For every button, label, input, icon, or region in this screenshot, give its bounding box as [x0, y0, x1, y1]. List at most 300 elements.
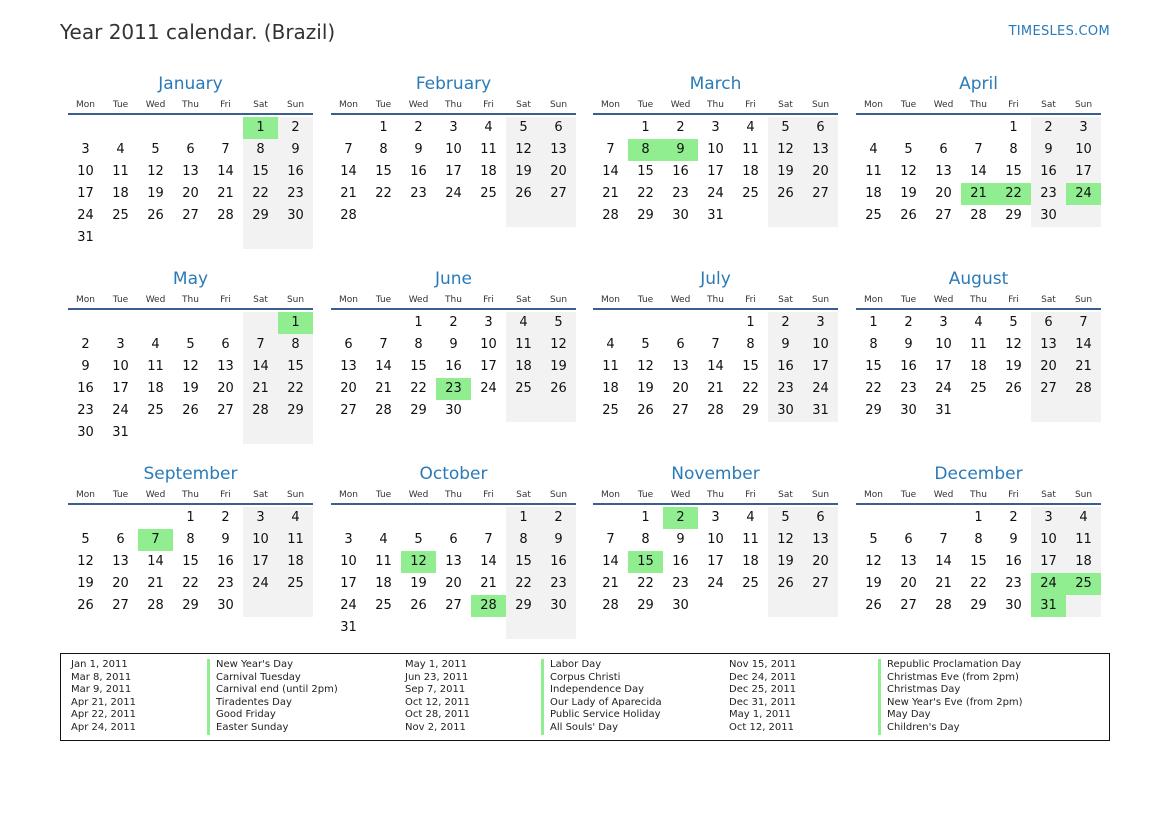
day-cell: 2 — [904, 315, 913, 330]
month-march — [593, 73, 838, 227]
day-cell: 19 — [865, 576, 882, 591]
day-cell: 8 — [1009, 142, 1018, 157]
day-cell: 7 — [379, 337, 388, 352]
weekday-label: Mon — [601, 490, 620, 500]
weekday-label: Tue — [112, 100, 129, 110]
weekday-label: Mon — [339, 490, 358, 500]
day-cell: 10 — [935, 337, 952, 352]
site-logo-link[interactable]: TIMESLES.COM — [1008, 24, 1110, 39]
day-cell: 3 — [484, 315, 493, 330]
day-cell: 27 — [935, 208, 952, 223]
month-december — [856, 463, 1101, 617]
month-february — [331, 73, 576, 227]
day-cell: 20 — [900, 576, 917, 591]
day-cell: 14 — [935, 554, 952, 569]
day-cell: 13 — [541, 139, 576, 161]
month-name: September — [143, 464, 238, 484]
day-cell: 17 — [77, 186, 94, 201]
day-cell: 25 — [602, 403, 619, 418]
day-cell: 25 — [278, 573, 313, 595]
day-cell: 7 — [711, 337, 720, 352]
day-cell: 4 — [974, 315, 983, 330]
day-cell: 17 — [803, 356, 838, 378]
day-cell: 7 — [974, 142, 983, 157]
empty-cell — [436, 507, 471, 529]
empty-cell — [733, 595, 768, 617]
day-cell: 13 — [217, 359, 234, 374]
legend-date: Apr 21, 2011 — [71, 696, 137, 708]
day-cell: 23 — [410, 186, 427, 201]
day-cell: 27 — [541, 183, 576, 205]
legend-date: Mar 9, 2011 — [71, 684, 132, 696]
day-cell: 7 — [221, 142, 230, 157]
weekday-label: Mon — [601, 100, 620, 110]
day-cell: 23 — [768, 378, 803, 400]
weekday-label: Tue — [637, 295, 654, 305]
month-name: June — [434, 269, 473, 289]
day-cell: 22 — [637, 576, 654, 591]
day-cell: 29 — [637, 208, 654, 223]
weekday-header — [68, 489, 313, 505]
day-cell: 7 — [484, 532, 493, 547]
day-cell: 21 — [375, 381, 392, 396]
weekday-header — [331, 99, 576, 115]
day-cell: 16 — [77, 381, 94, 396]
empty-cell — [138, 422, 173, 444]
legend-date: Dec 31, 2011 — [729, 696, 797, 708]
day-cell: 27 — [672, 403, 689, 418]
weekday-label: Mon — [76, 295, 95, 305]
day-grid — [856, 117, 1101, 227]
weekday-label: Fri — [745, 295, 756, 305]
day-cell: 24 — [340, 598, 357, 613]
weekday-label: Fri — [220, 295, 231, 305]
day-cell: 6 — [939, 142, 948, 157]
day-cell: 5 — [151, 142, 160, 157]
empty-cell — [173, 227, 208, 249]
day-cell: 14 — [375, 359, 392, 374]
day-cell: 17 — [707, 164, 724, 179]
day-cell: 29 — [865, 403, 882, 418]
day-cell: 7 — [1066, 312, 1101, 334]
empty-cell — [891, 507, 926, 529]
weekday-label: Thu — [707, 490, 724, 500]
day-cell: 6 — [344, 337, 353, 352]
day-cell: 31 — [1031, 595, 1066, 617]
day-cell: 5 — [541, 312, 576, 334]
day-cell: 4 — [506, 312, 541, 334]
empty-cell — [331, 117, 366, 139]
empty-cell — [803, 595, 838, 617]
day-cell: 19 — [77, 576, 94, 591]
day-cell: 12 — [506, 139, 541, 161]
day-cell: 8 — [186, 532, 195, 547]
day-cell: 6 — [803, 507, 838, 529]
weekday-label: Thu — [707, 100, 724, 110]
empty-cell — [243, 422, 278, 444]
day-cell: 22 — [996, 183, 1031, 205]
day-cell: 26 — [410, 598, 427, 613]
day-cell: 27 — [340, 403, 357, 418]
day-cell: 3 — [939, 315, 948, 330]
day-cell: 12 — [182, 359, 199, 374]
day-cell: 10 — [1031, 529, 1066, 551]
day-cell: 22 — [742, 381, 759, 396]
weekday-label: Mon — [76, 490, 95, 500]
legend-holiday-name: New Year's Day — [207, 659, 338, 672]
day-cell: 21 — [707, 381, 724, 396]
day-grid — [593, 117, 838, 227]
day-cell: 13 — [672, 359, 689, 374]
weekday-label: Mon — [76, 100, 95, 110]
legend-dates-column-3 — [729, 659, 796, 735]
empty-cell — [173, 312, 208, 334]
empty-cell — [208, 227, 243, 249]
day-cell: 18 — [278, 551, 313, 573]
day-cell: 31 — [77, 230, 94, 245]
month-name: November — [671, 464, 760, 484]
day-cell: 2 — [676, 120, 685, 135]
day-cell: 26 — [768, 183, 803, 205]
day-cell: 21 — [217, 186, 234, 201]
weekday-label: Tue — [900, 490, 917, 500]
day-cell: 3 — [803, 312, 838, 334]
day-grid — [68, 117, 313, 249]
weekday-label: Sun — [549, 295, 568, 305]
day-cell: 21 — [602, 576, 619, 591]
day-cell: 23 — [217, 576, 234, 591]
day-cell: 18 — [865, 186, 882, 201]
weekday-label: Mon — [864, 100, 883, 110]
legend-date: May 1, 2011 — [729, 709, 792, 721]
weekday-label: Wed — [670, 295, 691, 305]
day-cell: 12 — [637, 359, 654, 374]
day-cell: 28 — [217, 208, 234, 223]
weekday-label: Sun — [286, 100, 305, 110]
day-cell: 4 — [278, 507, 313, 529]
month-august — [856, 268, 1101, 422]
weekday-label: Mon — [864, 490, 883, 500]
legend-names-column-3 — [878, 659, 1023, 735]
day-cell: 4 — [746, 510, 755, 525]
weekday-label: Tue — [900, 100, 917, 110]
legend-date: Nov 2, 2011 — [405, 721, 466, 733]
month-october — [331, 463, 576, 639]
day-cell: 19 — [182, 381, 199, 396]
day-cell: 14 — [147, 554, 164, 569]
day-cell: 17 — [243, 551, 278, 573]
month-june — [331, 268, 576, 422]
day-cell: 18 — [742, 164, 759, 179]
empty-cell — [173, 422, 208, 444]
day-cell: 16 — [900, 359, 917, 374]
day-cell: 15 — [970, 554, 987, 569]
weekday-label: Fri — [220, 100, 231, 110]
weekday-label: Thu — [970, 295, 987, 305]
empty-cell — [926, 507, 961, 529]
legend-holiday-name: New Year's Eve (from 2pm) — [878, 697, 1023, 710]
day-cell: 8 — [641, 532, 650, 547]
day-cell: 28 — [602, 208, 619, 223]
day-cell: 2 — [414, 120, 423, 135]
empty-cell — [593, 507, 628, 529]
day-cell: 17 — [445, 164, 462, 179]
day-cell: 16 — [445, 359, 462, 374]
day-cell: 18 — [742, 554, 759, 569]
day-cell: 17 — [340, 576, 357, 591]
empty-cell — [331, 507, 366, 529]
day-cell: 18 — [375, 576, 392, 591]
weekday-label: Sun — [1074, 100, 1093, 110]
day-cell: 16 — [672, 554, 689, 569]
day-cell: 8 — [243, 139, 278, 161]
day-cell: 6 — [116, 532, 125, 547]
empty-cell — [733, 205, 768, 227]
month-september — [68, 463, 313, 617]
day-cell: 22 — [865, 381, 882, 396]
month-name: January — [158, 74, 223, 94]
empty-cell — [1066, 205, 1101, 227]
day-cell: 3 — [243, 507, 278, 529]
legend-holiday-name: Carnival end (until 2pm) — [207, 684, 338, 697]
day-cell: 28 — [375, 403, 392, 418]
day-cell: 1 — [974, 510, 983, 525]
legend-date: Nov 15, 2011 — [729, 659, 797, 670]
day-cell: 27 — [1031, 378, 1066, 400]
day-cell: 28 — [340, 208, 357, 223]
empty-cell — [278, 422, 313, 444]
day-cell: 30 — [541, 595, 576, 617]
day-cell: 29 — [970, 598, 987, 613]
day-cell: 20 — [1031, 356, 1066, 378]
day-cell: 25 — [865, 208, 882, 223]
empty-cell — [138, 117, 173, 139]
month-name: August — [948, 269, 1009, 289]
day-cell: 1 — [243, 117, 278, 139]
day-cell: 12 — [900, 164, 917, 179]
legend-date: Dec 24, 2011 — [729, 671, 797, 683]
weekday-label: Sat — [253, 295, 268, 305]
day-cell: 3 — [711, 510, 720, 525]
day-grid — [331, 507, 576, 639]
day-grid — [856, 312, 1101, 422]
weekday-label: Sat — [253, 490, 268, 500]
day-cell: 1 — [186, 510, 195, 525]
day-cell: 2 — [449, 315, 458, 330]
day-cell: 13 — [445, 554, 462, 569]
empty-cell — [278, 227, 313, 249]
empty-cell — [541, 205, 576, 227]
empty-cell — [926, 117, 961, 139]
day-cell: 28 — [1066, 378, 1101, 400]
day-cell: 9 — [541, 529, 576, 551]
weekday-label: Sun — [811, 100, 830, 110]
day-cell: 23 — [672, 186, 689, 201]
empty-cell — [436, 617, 471, 639]
day-cell: 8 — [746, 337, 755, 352]
day-cell: 26 — [1005, 381, 1022, 396]
day-cell: 18 — [602, 381, 619, 396]
day-cell: 1 — [414, 315, 423, 330]
day-cell: 31 — [340, 620, 357, 635]
weekday-label: Sat — [1041, 490, 1056, 500]
day-cell: 13 — [112, 554, 129, 569]
day-cell: 12 — [401, 551, 436, 573]
weekday-label: Sun — [549, 100, 568, 110]
weekday-label: Tue — [112, 295, 129, 305]
weekday-label: Sat — [778, 490, 793, 500]
day-cell: 24 — [707, 576, 724, 591]
day-cell: 28 — [707, 403, 724, 418]
empty-cell — [138, 507, 173, 529]
day-cell: 29 — [278, 400, 313, 422]
day-cell: 19 — [410, 576, 427, 591]
day-cell: 10 — [803, 334, 838, 356]
day-cell: 20 — [445, 576, 462, 591]
weekday-label: Thu — [970, 100, 987, 110]
day-cell: 9 — [676, 532, 685, 547]
day-cell: 3 — [1066, 117, 1101, 139]
day-cell: 14 — [602, 554, 619, 569]
weekday-label: Fri — [1008, 490, 1019, 500]
weekday-header — [68, 99, 313, 115]
day-cell: 5 — [768, 117, 803, 139]
day-cell: 6 — [676, 337, 685, 352]
weekday-label: Wed — [670, 490, 691, 500]
day-cell: 4 — [746, 120, 755, 135]
weekday-label: Fri — [745, 100, 756, 110]
month-april — [856, 73, 1101, 227]
empty-cell — [173, 117, 208, 139]
legend-holiday-name: Our Lady of Aparecida — [541, 697, 662, 710]
weekday-label: Tue — [637, 490, 654, 500]
day-cell: 19 — [900, 186, 917, 201]
weekday-label: Fri — [483, 490, 494, 500]
legend-holiday-name: Labor Day — [541, 659, 662, 672]
day-cell: 16 — [217, 554, 234, 569]
day-cell: 20 — [182, 186, 199, 201]
day-cell: 24 — [445, 186, 462, 201]
weekday-label: Sat — [778, 295, 793, 305]
empty-cell — [471, 617, 506, 639]
month-name: July — [700, 269, 731, 289]
day-cell: 10 — [707, 532, 724, 547]
day-cell: 19 — [768, 551, 803, 573]
day-cell: 23 — [1005, 576, 1022, 591]
day-cell: 14 — [480, 554, 497, 569]
day-cell: 26 — [900, 208, 917, 223]
day-cell: 28 — [147, 598, 164, 613]
day-cell: 9 — [449, 337, 458, 352]
day-cell: 9 — [904, 337, 913, 352]
day-cell: 21 — [340, 186, 357, 201]
empty-cell — [541, 617, 576, 639]
day-cell: 25 — [970, 381, 987, 396]
weekday-label: Tue — [112, 490, 129, 500]
month-name: April — [959, 74, 998, 94]
empty-cell — [1066, 595, 1101, 617]
day-cell: 4 — [151, 337, 160, 352]
day-cell: 22 — [410, 381, 427, 396]
day-cell: 25 — [112, 208, 129, 223]
day-cell: 30 — [77, 425, 94, 440]
day-cell: 5 — [1009, 315, 1018, 330]
day-cell: 27 — [900, 598, 917, 613]
day-cell: 15 — [742, 359, 759, 374]
day-cell: 18 — [147, 381, 164, 396]
weekday-label: Sat — [778, 100, 793, 110]
day-cell: 13 — [182, 164, 199, 179]
day-cell: 22 — [278, 378, 313, 400]
empty-cell — [663, 312, 698, 334]
weekday-label: Fri — [1008, 100, 1019, 110]
day-cell: 21 — [602, 186, 619, 201]
day-cell: 25 — [742, 576, 759, 591]
empty-cell — [243, 312, 278, 334]
day-cell: 15 — [865, 359, 882, 374]
day-cell: 11 — [147, 359, 164, 374]
day-cell: 6 — [186, 142, 195, 157]
day-cell: 16 — [541, 551, 576, 573]
legend-holiday-name: Christmas Eve (from 2pm) — [878, 672, 1023, 685]
day-cell: 24 — [1066, 183, 1101, 205]
day-cell: 31 — [935, 403, 952, 418]
day-cell: 10 — [707, 142, 724, 157]
day-cell: 9 — [768, 334, 803, 356]
day-cell: 7 — [344, 142, 353, 157]
day-cell: 14 — [243, 356, 278, 378]
weekday-label: Sat — [1041, 100, 1056, 110]
day-cell: 1 — [1009, 120, 1018, 135]
empty-cell — [243, 595, 278, 617]
day-cell: 5 — [506, 117, 541, 139]
day-cell: 17 — [1031, 551, 1066, 573]
day-cell: 6 — [541, 117, 576, 139]
day-cell: 4 — [379, 532, 388, 547]
day-cell: 20 — [803, 161, 838, 183]
day-cell: 1 — [869, 315, 878, 330]
day-cell: 28 — [471, 595, 506, 617]
day-cell: 2 — [1009, 510, 1018, 525]
legend-holiday-name: Christmas Day — [878, 684, 1023, 697]
weekday-label: Thu — [707, 295, 724, 305]
weekday-label: Wed — [933, 490, 954, 500]
day-cell: 12 — [147, 164, 164, 179]
day-cell: 6 — [221, 337, 230, 352]
day-cell: 7 — [606, 532, 615, 547]
day-cell: 3 — [449, 120, 458, 135]
day-cell: 10 — [77, 164, 94, 179]
day-cell: 15 — [628, 551, 663, 573]
day-cell: 29 — [506, 595, 541, 617]
day-cell: 14 — [707, 359, 724, 374]
day-cell: 10 — [112, 359, 129, 374]
day-cell: 3 — [711, 120, 720, 135]
empty-cell — [208, 312, 243, 334]
month-name: December — [934, 464, 1023, 484]
day-cell: 14 — [217, 164, 234, 179]
page-title: Year 2011 calendar. (Brazil) — [60, 20, 336, 44]
day-cell: 28 — [935, 598, 952, 613]
empty-cell — [768, 595, 803, 617]
day-cell: 14 — [602, 164, 619, 179]
day-cell: 31 — [112, 425, 129, 440]
day-cell: 11 — [742, 142, 759, 157]
day-cell: 8 — [414, 337, 423, 352]
day-cell: 13 — [340, 359, 357, 374]
day-cell: 11 — [278, 529, 313, 551]
day-cell: 2 — [81, 337, 90, 352]
